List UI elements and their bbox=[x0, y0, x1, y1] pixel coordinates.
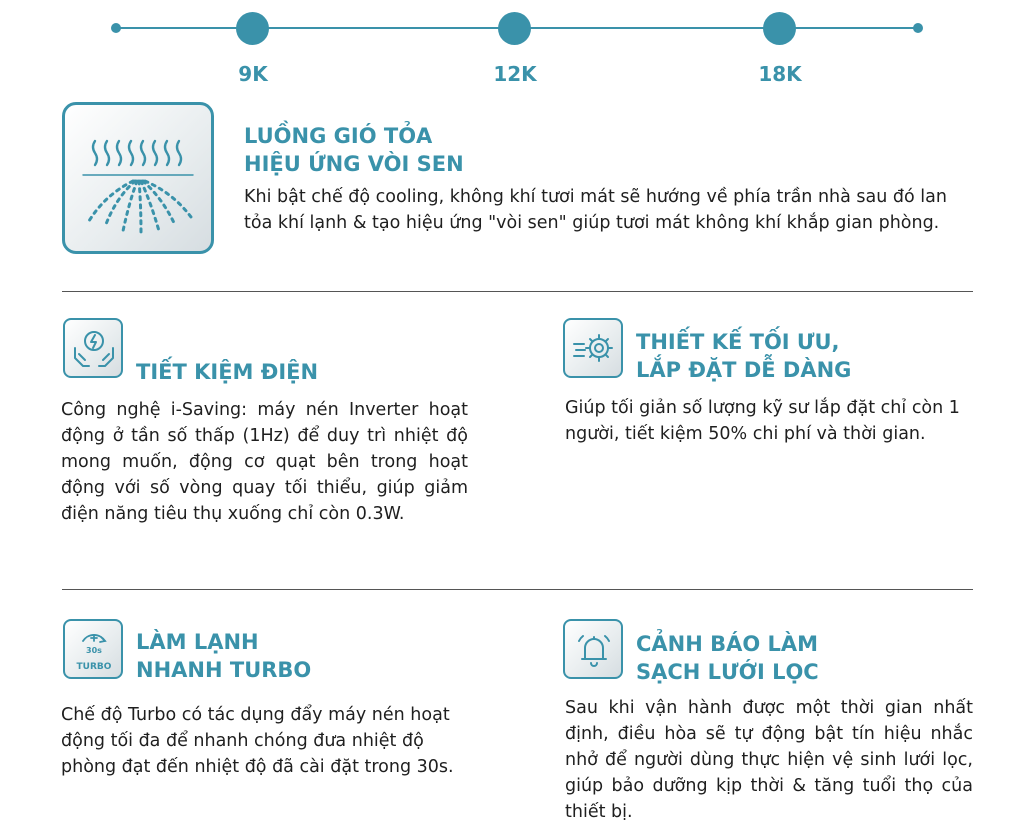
section-divider-2 bbox=[62, 589, 973, 590]
energy-hands-icon bbox=[63, 318, 123, 378]
shower-airflow-icon bbox=[62, 102, 214, 254]
timeline-label-12k: 12K bbox=[493, 62, 537, 86]
design-title-line1: THIẾT KẾ TỐI ƯU, bbox=[636, 330, 840, 354]
airflow-title-line1: LUỒNG GIÓ TỎA bbox=[244, 124, 433, 148]
turbo-title-line2: NHANH TURBO bbox=[136, 658, 312, 682]
timeline-label-9k: 9K bbox=[238, 62, 268, 86]
saving-description: Công nghệ i-Saving: máy nén Inverter hoạt động ở tần số thấp (1Hz) để duy trì nhiệt độ mong muốn, động cơ quạt bên trong hoạt động với số vòng quay tối thiểu, giúp giảm điện năng tiêu thụ xuống chỉ còn 0.3W. bbox=[61, 400, 468, 524]
turbo-icon-30s-text: 30s bbox=[86, 646, 102, 655]
timeline-start-dot bbox=[111, 23, 121, 33]
turbo-description: Chế độ Turbo có tác dụng đẩy máy nén hoạt động tối đa để nhanh chóng đưa nhiệt độ phòng đạt đến nhiệt độ đã cài đặt trong 30s. bbox=[61, 705, 454, 777]
airflow-description: Khi bật chế độ cooling, không khí tươi mát sẽ hướng về phía trần nhà sau đó lan tỏa khí lạnh & tạo hiệu ứng "vòi sen" giúp tươi mát không khí khắp gian phòng. bbox=[244, 187, 947, 233]
saving-title: TIẾT KIỆM ĐIỆN bbox=[136, 360, 319, 384]
capacity-timeline bbox=[0, 0, 1035, 100]
turbo-icon bbox=[63, 619, 123, 679]
airflow-title-line2: HIỆU ỨNG VÒI SEN bbox=[244, 152, 464, 176]
turbo-title bbox=[136, 628, 311, 684]
filter-description: Sau khi vận hành được một thời gian nhất định, điều hòa sẽ tự động bật tín hiệu nhắc nhở để người dùng thực hiện vệ sinh lưới lọc, giúp bảo dưỡng kịp thời & tăng tuổi thọ của thiết bị. bbox=[565, 698, 973, 822]
turbo-icon-turbo-text: TURBO bbox=[76, 662, 112, 672]
timeline-node-12k bbox=[498, 12, 531, 45]
timeline-node-18k bbox=[763, 12, 796, 45]
section-divider-1 bbox=[62, 291, 973, 292]
design-title-line2: LẮP ĐẶT DỄ DÀNG bbox=[636, 358, 852, 382]
timeline-label-18k: 18K bbox=[758, 62, 802, 86]
bell-icon bbox=[563, 619, 623, 679]
airflow-title bbox=[244, 122, 464, 178]
filter-title bbox=[636, 630, 819, 686]
design-description: Giúp tối giản số lượng kỹ sư lắp đặt chỉ còn 1 người, tiết kiệm 50% chi phí và thời gian. bbox=[565, 398, 960, 444]
turbo-title-line1: LÀM LẠNH bbox=[136, 630, 259, 654]
gear-wrench-icon bbox=[563, 318, 623, 378]
filter-title-line1: CẢNH BÁO LÀM bbox=[636, 632, 819, 656]
filter-title-line2: SẠCH LƯỚI LỌC bbox=[636, 660, 819, 684]
design-title bbox=[636, 328, 851, 384]
timeline-end-dot bbox=[913, 23, 923, 33]
timeline-node-9k bbox=[236, 12, 269, 45]
